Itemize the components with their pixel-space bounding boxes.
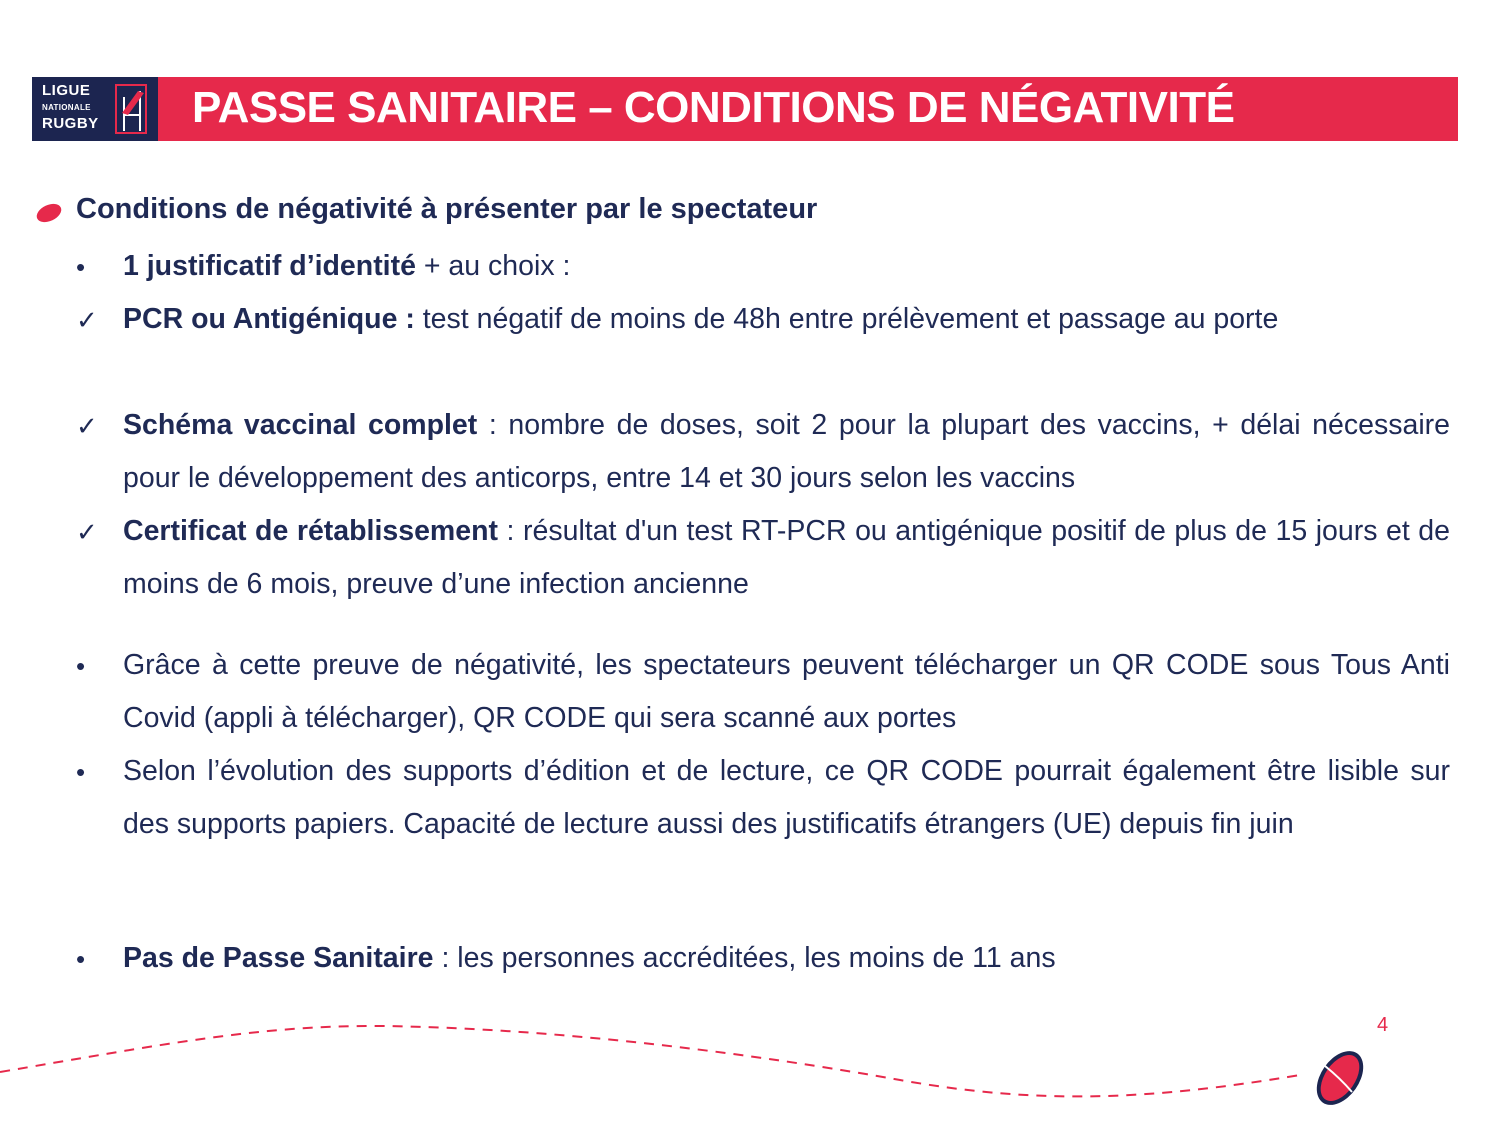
list-item-body: test négatif de moins de 48h entre prélèvement et passage au porte: [414, 303, 1279, 335]
check-marker: ✓: [76, 411, 98, 441]
logo-text-nationale: NATIONALE: [42, 103, 91, 112]
bullet-marker: •: [76, 252, 86, 282]
list-item-body: : nombre de doses, soit 2 pour la plupart des vaccins, + délai nécessaire pour le développement des anticorps, entre 14 et 30 jours selon les vaccins: [123, 409, 1450, 494]
page-number: 4: [1377, 1014, 1389, 1036]
list-item-bold: 1 justificatif d’identité: [123, 250, 416, 282]
list-item-text: [123, 639, 1450, 745]
list-item-text: [123, 399, 1450, 505]
list-item-text: [123, 240, 1450, 293]
lnr-logo: [32, 77, 158, 141]
list-item-text: [123, 505, 1450, 611]
list-item-bold: Pas de Passe Sanitaire: [123, 942, 434, 974]
list-item-text: [123, 293, 1450, 346]
rugby-ball-icon: [1307, 1043, 1373, 1114]
logo-text-ligue: LIGUE: [42, 82, 91, 99]
list-item-body: Grâce à cette preuve de négativité, les spectateurs peuvent télécharger un QR CODE sous Tous Anti Covid (appli à télécharger), QR CODE qui sera scanné aux portes: [123, 649, 1450, 734]
bullet-marker: •: [76, 651, 86, 681]
list-item-body: + au choix :: [415, 250, 571, 282]
list-item-text: [123, 745, 1450, 851]
rugby-ball-icon: [34, 203, 64, 223]
dashed-trajectory-decoration: [0, 1000, 1500, 1125]
section-heading: Conditions de négativité à présenter par le spectateur: [76, 193, 818, 225]
list-item-body: : les personnes accréditées, les moins de 11 ans: [433, 942, 1056, 974]
list-item-bold: PCR ou Antigénique :: [123, 303, 415, 335]
list-item-body: Selon l’évolution des supports d’édition et de lecture, ce QR CODE pourrait également être lisible sur des supports papiers. Capacité de lecture aussi des justificatifs étrangers (UE) depuis fin juin: [123, 755, 1450, 840]
slide-header: [32, 77, 1458, 141]
logo-text-rugby: RUGBY: [42, 115, 99, 132]
bullet-marker: •: [76, 944, 86, 974]
slide-title: PASSE SANITAIRE – CONDITIONS DE NÉGATIVITÉ: [192, 83, 1235, 132]
check-marker: ✓: [76, 517, 98, 547]
list-item-bold: Schéma vaccinal complet: [123, 409, 478, 441]
check-marker: ✓: [76, 305, 98, 335]
rugby-posts-icon: [114, 83, 150, 135]
list-item-bold: Certificat de rétablissement: [123, 515, 499, 547]
list-item-body: : résultat d'un test RT-PCR ou antigénique positif de plus de 15 jours et de moins de 6 mois, preuve d’une infection ancienne: [123, 515, 1450, 600]
list-item-text: [123, 932, 1450, 985]
title-bar: [158, 77, 1458, 141]
bullet-marker: •: [76, 757, 86, 787]
